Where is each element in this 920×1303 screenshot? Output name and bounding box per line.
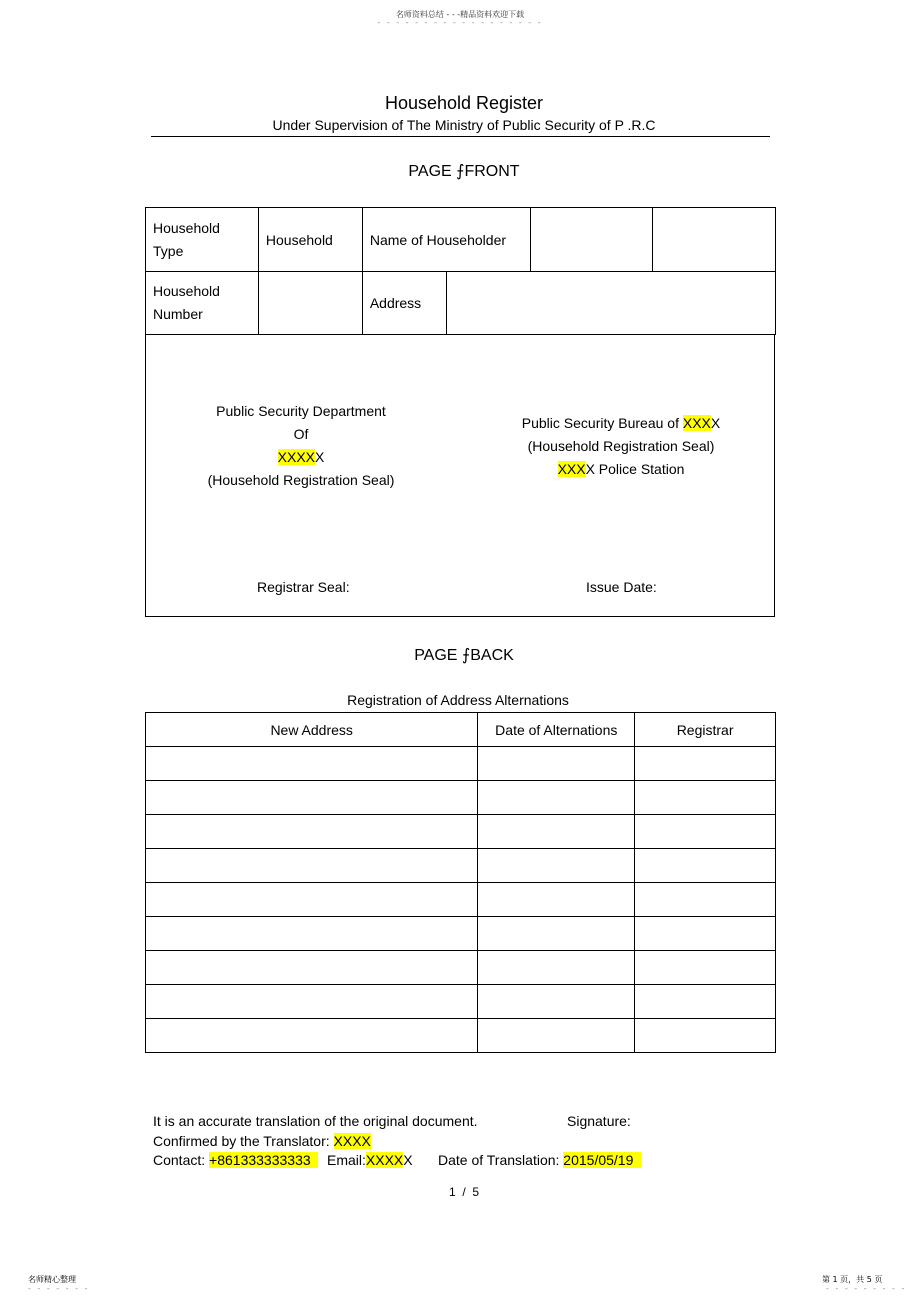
bottom-left-note: 名师精心整理 xyxy=(28,1275,76,1284)
seal-area xyxy=(145,334,775,617)
date-cell xyxy=(478,849,635,883)
document-subtitle: Under Supervision of The Ministry of Public Security of P .R.C xyxy=(272,117,656,133)
householder-extra-cell xyxy=(653,208,776,272)
date-cell xyxy=(478,781,635,815)
translation-date-value: 2015/05/19 xyxy=(563,1152,642,1168)
table-row xyxy=(146,883,776,917)
table-row xyxy=(146,951,776,985)
seal-left-line2: Of xyxy=(293,426,309,442)
new-address-cell xyxy=(146,815,478,849)
seal-right-line1-text: Public Security Bureau of xyxy=(521,415,683,431)
translator-line xyxy=(153,1133,371,1149)
contact-label: Contact: xyxy=(153,1152,210,1168)
front-heading: PAGE ⨍FRONT xyxy=(408,163,520,180)
front-row-1 xyxy=(146,208,776,272)
new-address-cell xyxy=(146,951,478,985)
householder-name-value xyxy=(530,208,653,272)
address-alterations-table xyxy=(145,712,776,1053)
registrar-cell xyxy=(635,1019,776,1053)
table-row xyxy=(146,849,776,883)
address-value xyxy=(446,272,775,335)
date-cell xyxy=(478,1019,635,1053)
address-label: Address xyxy=(362,272,446,335)
address-alterations-body xyxy=(146,713,776,1053)
new-address-cell xyxy=(146,1019,478,1053)
email-label: Email: xyxy=(327,1152,366,1168)
date-cell xyxy=(478,747,635,781)
column-header-new-address: New Address xyxy=(146,713,478,747)
back-heading: PAGE ⨍BACK xyxy=(414,647,514,664)
registrar-cell xyxy=(635,781,776,815)
registrar-cell xyxy=(635,917,776,951)
new-address-cell xyxy=(146,849,478,883)
registrar-cell xyxy=(635,849,776,883)
table-row xyxy=(146,985,776,1019)
registrar-cell xyxy=(635,985,776,1019)
column-header-date: Date of Alternations xyxy=(478,713,635,747)
table-row xyxy=(146,747,776,781)
issue-date-label: Issue Date: xyxy=(586,579,657,595)
household-number-value xyxy=(258,272,362,335)
household-label: Household xyxy=(258,208,362,272)
seal-right-line3 xyxy=(506,458,736,481)
seal-left-line1: Public Security Department xyxy=(216,403,386,419)
bottom-left-dots: - - - - - - - xyxy=(28,1284,90,1293)
bottom-right-dots: - - - - - - - - - xyxy=(826,1284,907,1293)
column-header-registrar: Registrar xyxy=(635,713,776,747)
contact-line xyxy=(153,1152,318,1168)
email-line xyxy=(327,1152,413,1168)
seal-right-line3-tail: X Police Station xyxy=(585,461,685,477)
seal-right-line1-tail: X xyxy=(710,415,721,431)
email-tail: X xyxy=(403,1152,413,1168)
registrar-cell xyxy=(635,747,776,781)
translator-name: XXXX xyxy=(333,1133,371,1149)
new-address-cell xyxy=(146,985,478,1019)
top-banner-dots: - - - - - - - - - - - - - - - - - - xyxy=(377,18,543,27)
seal-left-block xyxy=(196,400,406,492)
front-info-table xyxy=(145,207,776,335)
address-table-caption: Registration of Address Alternations xyxy=(347,692,569,708)
new-address-cell xyxy=(146,747,478,781)
front-row-2 xyxy=(146,272,776,335)
registrar-cell xyxy=(635,883,776,917)
table-row xyxy=(146,781,776,815)
title-divider xyxy=(151,136,770,137)
date-cell xyxy=(478,985,635,1019)
table-row xyxy=(146,917,776,951)
seal-left-redacted: XXXX xyxy=(277,449,315,465)
seal-left-line4: (Household Registration Seal) xyxy=(207,472,395,488)
householder-name-label: Name of Householder xyxy=(362,208,530,272)
seal-right-redacted-1: XXX xyxy=(682,415,711,431)
new-address-cell xyxy=(146,781,478,815)
date-cell xyxy=(478,815,635,849)
date-cell xyxy=(478,917,635,951)
translator-label: Confirmed by the Translator: xyxy=(153,1133,334,1149)
date-cell xyxy=(478,951,635,985)
date-cell xyxy=(478,883,635,917)
bottom-right-page-note: 第 1 页，共 5 页 xyxy=(822,1275,883,1284)
household-number-label: Household Number xyxy=(146,272,259,335)
seal-right-line2: (Household Registration Seal) xyxy=(527,438,715,454)
seal-right-block xyxy=(506,412,736,481)
registrar-seal-label: Registrar Seal: xyxy=(257,579,350,595)
table-header-row xyxy=(146,713,776,747)
seal-right-redacted-2: XXX xyxy=(557,461,586,477)
accuracy-statement: It is an accurate translation of the original document. xyxy=(153,1113,478,1129)
translation-date-label: Date of Translation: xyxy=(438,1152,564,1168)
seal-right-line1 xyxy=(506,412,736,435)
document-title: Household Register xyxy=(384,93,544,113)
household-type-label: Household Type xyxy=(146,208,259,272)
signature-label: Signature: xyxy=(567,1113,631,1129)
translation-date-line xyxy=(438,1152,641,1168)
new-address-cell xyxy=(146,883,478,917)
seal-left-line3 xyxy=(196,446,406,469)
top-banner-text: 名师资料总结 - - -精品资料欢迎下载 xyxy=(395,10,525,19)
registrar-cell xyxy=(635,951,776,985)
table-row xyxy=(146,1019,776,1053)
seal-left-tail: X xyxy=(315,449,325,465)
table-row xyxy=(146,815,776,849)
new-address-cell xyxy=(146,917,478,951)
contact-phone: +861333333333 xyxy=(209,1152,319,1168)
registrar-cell xyxy=(635,815,776,849)
page-number: 1 / 5 xyxy=(448,1185,480,1199)
email-value: XXXX xyxy=(365,1152,404,1168)
